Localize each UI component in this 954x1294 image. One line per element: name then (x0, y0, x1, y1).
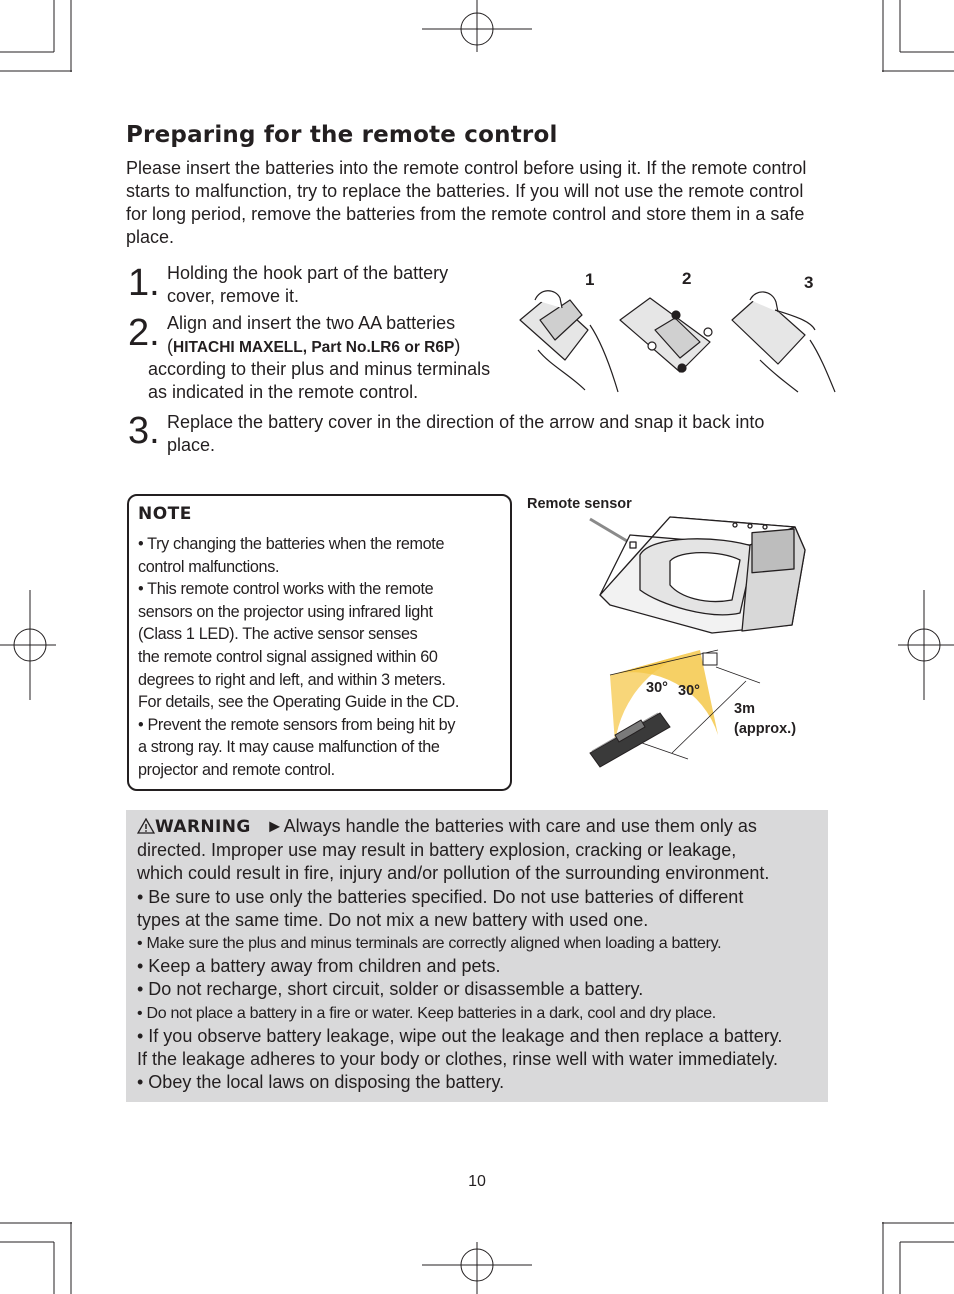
distance-value: 3m (734, 701, 755, 717)
note-line: degrees to right and left, and within 3 meters. (138, 670, 446, 689)
step-1-line: cover, remove it. (167, 286, 300, 306)
note-line: sensors on the projector using infrared light (138, 602, 433, 621)
note-body (138, 533, 510, 782)
distance-label (734, 699, 796, 739)
warning-line: directed. Improper use may result in battery explosion, cracking or leakage, (137, 840, 737, 861)
note-line: • Try changing the batteries when the remote (138, 535, 445, 553)
sensor-box (703, 653, 717, 665)
warning-line: • Be sure to use only the batteries specified. Do not use batteries of different (137, 886, 744, 907)
warning-line: types at the same time. Do not mix a new battery with used one. (137, 909, 649, 930)
page-number: 10 (468, 1173, 486, 1190)
hand-remote-3 (732, 292, 835, 392)
figure-label-2: 2 (682, 269, 692, 288)
note-line: • This remote control works with the remote (138, 580, 434, 599)
warning-line: • Obey the local laws on disposing the battery. (137, 1072, 505, 1093)
step-1-number: 1. (128, 262, 160, 304)
warning-line: • Make sure the plus and minus terminals are correctly aligned when loading a battery. (137, 935, 722, 953)
intro-paragraph: Please insert the batteries into the remote control before using it. If the remote control starts to malfunction, try to replace the batteries. If you will not use the remote control for long period, remove the batteries from the remote control and store them in a safe place. (126, 158, 807, 247)
remote-open-battery (620, 298, 712, 372)
angle-right-label: 30° (678, 683, 700, 699)
warning-arrow: ► (265, 816, 284, 836)
angle-left-label: 30° (646, 680, 668, 696)
warning-lead-text: Always handle the batteries with care and use them only as (283, 816, 757, 836)
note-line: a strong ray. It may cause malfunction of the (138, 738, 440, 757)
warning-line: • Do not place a battery in a fire or water. Keep batteries in a dark, cool and dry place. (137, 1004, 716, 1022)
sensor-leader-line (590, 519, 632, 544)
note-line: • Prevent the remote sensors from being hit by (138, 715, 456, 734)
hand-remote-1 (520, 291, 618, 392)
battery-part-number: HITACHI MAXELL, Part No.LR6 or R6P (173, 339, 455, 356)
step-1-text (167, 262, 448, 308)
step-2-line (167, 335, 460, 359)
warning-line: If the leakage adheres to your body or clothes, rinse well with water immediately. (137, 1049, 778, 1070)
paren: ( (167, 336, 173, 356)
step-3-line: place. (167, 435, 216, 455)
warning-line: • If you observe battery leakage, wipe out the leakage and then replace a battery. (137, 1025, 783, 1046)
distance-note: (approx.) (734, 721, 797, 737)
step-2-line: as indicated in the remote control. (148, 382, 419, 402)
warning-content (137, 815, 827, 1094)
note-line: For details, see the Operating Guide in the CD. (138, 693, 459, 712)
step-3-line: Replace the battery cover in the direction of the arrow and snap it back into (167, 412, 765, 432)
figure-label-3: 3 (804, 273, 814, 292)
step-3-text (167, 411, 764, 457)
step-3-number: 3. (128, 410, 160, 452)
remote-sensor-label: Remote sensor (527, 496, 632, 512)
note-line: the remote control signal assigned within 60 (138, 647, 438, 666)
warning-triangle-icon (137, 818, 155, 834)
warning-line: • Keep a battery away from children and pets. (137, 956, 501, 977)
warning-line (137, 815, 827, 839)
note-line: (Class 1 LED). The active sensor senses (138, 625, 418, 644)
step-2-number: 2. (128, 312, 160, 354)
paren: ) (454, 336, 461, 356)
figure-label-1: 1 (585, 270, 595, 289)
step-2-line: according to their plus and minus terminals (148, 359, 491, 379)
warning-line: which could result in fire, injury and/or pollution of the surrounding environment. (137, 863, 770, 884)
note-line: control malfunctions. (138, 557, 280, 576)
remote-control-icon (590, 713, 670, 767)
warning-line: • Do not recharge, short circuit, solder or disassemble a battery. (137, 979, 644, 1000)
battery-replacement-illustration (510, 280, 840, 395)
warning-heading: WARNING (155, 817, 251, 837)
step-2-line: Align and insert the two AA batteries (167, 313, 456, 333)
note-line: projector and remote control. (138, 760, 335, 779)
projector-icon (600, 517, 805, 633)
step-1-line: Holding the hook part of the battery (167, 263, 449, 283)
page-title: Preparing for the remote control (126, 122, 558, 148)
note-title: NOTE (138, 504, 192, 524)
